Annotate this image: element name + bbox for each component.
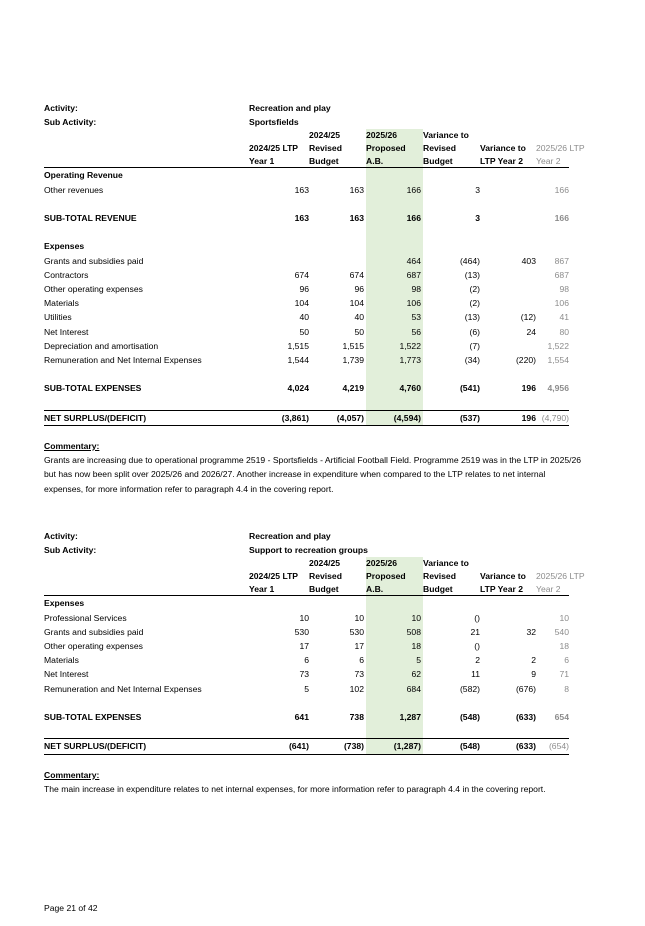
table-row — [44, 325, 569, 339]
row-label: Grants and subsidies paid — [44, 255, 144, 266]
cell-col-2: 4,219 — [342, 383, 364, 394]
column-header-4: Variance to — [423, 130, 469, 140]
cell-col-4: (13) — [464, 312, 480, 323]
cell-col-2: 17 — [354, 641, 364, 651]
cell-col-3: 53 — [366, 310, 423, 324]
table-row — [44, 183, 569, 197]
cell-col-5: 196 — [480, 410, 536, 425]
cell-col-6: 540 — [554, 626, 569, 637]
cell-col-4: (7) — [469, 340, 480, 351]
header-blank — [44, 129, 249, 142]
cell-col-3: 687 — [366, 268, 423, 282]
section-heading-row — [44, 239, 569, 253]
cell-col-6: 106 — [554, 298, 569, 309]
cell-col-4: (582) — [459, 683, 480, 694]
spacer-row — [44, 396, 569, 411]
sub-activity-row — [44, 115, 569, 129]
header-row — [44, 129, 569, 142]
cell-col-3: (4,594) — [366, 410, 423, 425]
cell-col-4: (6) — [469, 326, 480, 337]
row-label: Professional Services — [44, 612, 127, 623]
cell-col-6: 1,522 — [547, 340, 569, 351]
cell-col-5: (12) — [520, 312, 536, 323]
cell-col-3: 1,287 — [366, 710, 423, 724]
cell-col-2: 674 — [349, 269, 364, 280]
column-header-1 — [249, 129, 309, 142]
cell-col-5 — [480, 282, 536, 296]
cell-col-2: 1,515 — [342, 340, 364, 351]
column-header-6: Year 2 — [536, 583, 569, 596]
cell-col-6: 687 — [554, 269, 569, 280]
cell-col-3: 1,522 — [366, 339, 423, 353]
cell-col-1: 73 — [299, 669, 309, 680]
cell-col-3: 166 — [366, 211, 423, 225]
column-header-1 — [249, 557, 309, 570]
cell-col-1: (3,861) — [249, 410, 309, 425]
cell-col-3: 10 — [366, 611, 423, 625]
page-footer: Page 21 of 42 — [44, 903, 98, 913]
sub-activity-label: Sub Activity: — [44, 545, 97, 555]
row-label: Depreciation and amortisation — [44, 340, 159, 351]
cell-col-4: (548) — [423, 739, 480, 754]
header-row — [44, 142, 569, 155]
cell-col-1: 17 — [299, 641, 309, 651]
activity-value: Recreation and play — [249, 531, 331, 541]
column-header-2: 2024/25 — [309, 558, 341, 568]
table-row — [44, 296, 569, 310]
column-header-3: A.B. — [366, 583, 423, 596]
cell-col-5: 403 — [521, 255, 536, 266]
subtotal-row — [44, 381, 569, 395]
column-header-4: Budget — [423, 155, 480, 168]
column-header-2: Budget — [309, 155, 366, 168]
cell-col-1: 104 — [294, 298, 309, 309]
net-row — [44, 410, 569, 425]
column-header-2: Revised — [309, 142, 342, 153]
cell-col-6: 654 — [554, 712, 569, 722]
cell-col-5: (633) — [480, 739, 536, 754]
column-header-5 — [480, 129, 536, 142]
cell-col-2: (4,057) — [309, 410, 366, 425]
cell-col-4: 21 — [470, 626, 480, 637]
cell-col-3: 464 — [366, 254, 423, 268]
cell-col-2: (738) — [309, 739, 366, 754]
cell-col-1: 10 — [299, 612, 309, 623]
cell-col-4: (34) — [464, 355, 480, 365]
cell-col-1: 1,544 — [287, 355, 309, 365]
spacer-row — [44, 225, 569, 239]
header-row — [44, 155, 569, 168]
cell-col-4: (541) — [459, 383, 480, 394]
cell-col-5 — [480, 268, 536, 282]
row-label: Materials — [44, 655, 79, 666]
column-header-4: Variance to — [423, 558, 469, 568]
cell-col-4: () — [474, 641, 480, 651]
activity-value: Recreation and play — [249, 103, 331, 113]
column-header-1: 2024/25 LTP — [249, 570, 299, 581]
header-blank — [44, 583, 249, 596]
row-label: Other operating expenses — [44, 641, 143, 651]
cell-col-3: 56 — [366, 325, 423, 339]
cell-col-5: 2 — [531, 655, 536, 666]
cell-col-6: 41 — [559, 312, 569, 323]
table-row — [44, 282, 569, 296]
cell-col-1: 96 — [299, 283, 309, 294]
section-heading-row — [44, 596, 569, 611]
column-header-5 — [480, 557, 536, 570]
cell-col-4: (2) — [469, 283, 480, 294]
table-row — [44, 625, 569, 639]
cell-col-1: 40 — [299, 312, 309, 323]
cell-col-1: (641) — [249, 739, 309, 754]
section-heading-row — [44, 168, 569, 183]
section-heading: Expenses — [44, 241, 85, 252]
cell-col-4: 11 — [471, 669, 480, 680]
row-label: Remuneration and Net Internal Expenses — [44, 355, 202, 365]
cell-col-5: 9 — [531, 669, 536, 680]
cell-col-5: 32 — [526, 626, 536, 637]
cell-col-5: (676) — [515, 683, 536, 694]
column-header-2: Budget — [309, 583, 366, 596]
column-header-5: Variance to — [480, 570, 526, 581]
column-header-4: Revised — [423, 142, 456, 153]
column-header-6: Year 2 — [536, 155, 569, 168]
cell-col-2: 40 — [354, 312, 364, 323]
cell-col-3: 166 — [366, 183, 423, 197]
net-row — [44, 739, 569, 754]
column-header-3: 2025/26 — [366, 129, 423, 142]
column-header-5: Variance to — [480, 142, 526, 153]
cell-col-6: 80 — [559, 326, 569, 337]
cell-col-3: 1,773 — [366, 353, 423, 367]
cell-col-1: 163 — [294, 212, 309, 223]
table-row — [44, 639, 569, 653]
cell-col-6: 166 — [554, 184, 569, 195]
cell-col-2: 96 — [354, 283, 364, 294]
cell-col-4: (13) — [464, 269, 480, 280]
column-header-6 — [536, 557, 569, 570]
cell-col-2: 73 — [354, 669, 364, 680]
cell-col-3: (1,287) — [366, 739, 423, 754]
header-row — [44, 557, 569, 570]
cell-col-6: 166 — [554, 212, 569, 223]
column-header-1: Year 1 — [249, 583, 309, 596]
cell-col-5 — [480, 296, 536, 310]
row-label: SUB-TOTAL EXPENSES — [44, 712, 142, 722]
cell-col-6: 8 — [564, 683, 569, 694]
cell-col-6: 867 — [554, 255, 569, 266]
cell-col-1: 163 — [294, 184, 309, 195]
cell-col-4: (548) — [459, 712, 480, 722]
commentary-title: Commentary: — [44, 769, 100, 780]
commentary-title: Commentary: — [44, 440, 100, 451]
cell-col-1: 674 — [294, 269, 309, 280]
financial-table — [44, 129, 585, 426]
spacer-row — [44, 724, 569, 739]
spacer-row — [44, 197, 569, 211]
row-label: Grants and subsidies paid — [44, 626, 144, 637]
cell-col-1: 530 — [294, 626, 309, 637]
cell-col-6: 18 — [559, 641, 569, 651]
table-row — [44, 254, 569, 268]
cell-col-2: 163 — [349, 212, 364, 223]
sub-activity-row — [44, 543, 569, 557]
cell-col-1 — [249, 254, 309, 268]
sub-activity-value: Sportsfields — [249, 117, 299, 127]
cell-col-2: 50 — [354, 326, 364, 337]
cell-col-3: 684 — [366, 682, 423, 696]
cell-col-6: 4,956 — [547, 383, 569, 394]
cell-col-2: 102 — [349, 683, 364, 694]
column-header-2: Revised — [309, 570, 342, 581]
subtotal-row — [44, 211, 569, 225]
table-row — [44, 682, 569, 696]
cell-col-2: 10 — [354, 612, 364, 623]
table-row — [44, 611, 569, 625]
section-heading: Operating Revenue — [44, 170, 123, 181]
row-label: Net Interest — [44, 326, 89, 337]
cell-col-3: 4,760 — [366, 381, 423, 395]
column-header-6: 2025/26 LTP — [536, 570, 585, 581]
subtotal-row — [44, 710, 569, 724]
cell-col-5: (220) — [515, 355, 536, 365]
spacer-row — [44, 696, 569, 710]
cell-col-2: 1,739 — [342, 355, 364, 365]
column-header-1: 2024/25 LTP — [249, 142, 299, 153]
header-blank — [44, 557, 249, 570]
cell-col-4: (464) — [459, 255, 480, 266]
spacer-row — [44, 367, 569, 381]
sub-activity-value: Support to recreation groups — [249, 545, 368, 555]
column-header-6 — [536, 129, 569, 142]
cell-col-3: 18 — [366, 639, 423, 653]
row-label: Other operating expenses — [44, 283, 143, 294]
cell-col-6: 1,554 — [547, 355, 569, 365]
table-row — [44, 353, 569, 367]
cell-col-5 — [480, 639, 536, 653]
row-label: Contractors — [44, 269, 89, 280]
row-label: Net Interest — [44, 669, 89, 680]
cell-col-6: (654) — [536, 739, 569, 754]
column-header-3: Proposed — [366, 142, 423, 155]
sub-activity-label: Sub Activity: — [44, 117, 97, 127]
cell-col-5: (633) — [515, 712, 536, 722]
activity-row — [44, 529, 569, 543]
cell-col-2: 6 — [359, 655, 364, 666]
cell-col-3: 98 — [366, 282, 423, 296]
header-row — [44, 570, 569, 583]
column-header-3: 2025/26 — [366, 557, 423, 570]
table-row — [44, 310, 569, 324]
cell-col-5 — [480, 183, 536, 197]
cell-col-1: 6 — [304, 655, 309, 666]
row-label: Remuneration and Net Internal Expenses — [44, 683, 202, 694]
row-label: Materials — [44, 298, 79, 309]
row-label: Other revenues — [44, 184, 104, 195]
cell-col-3: 5 — [366, 653, 423, 667]
sportsfields-section — [44, 101, 585, 496]
cell-col-6: 6 — [564, 655, 569, 666]
cell-col-4: (537) — [423, 410, 480, 425]
cell-col-1: 1,515 — [287, 340, 309, 351]
recreation-groups-section — [44, 529, 585, 796]
cell-col-5 — [480, 611, 536, 625]
column-header-1: Year 1 — [249, 155, 309, 168]
column-header-6: 2025/26 LTP — [536, 142, 585, 153]
table-row — [44, 667, 569, 681]
column-header-2: 2024/25 — [309, 130, 341, 140]
cell-col-4: (2) — [469, 298, 480, 309]
cell-col-6: 98 — [559, 283, 569, 294]
cell-col-3: 106 — [366, 296, 423, 310]
cell-col-4: () — [474, 612, 480, 623]
cell-col-2: 163 — [349, 184, 364, 195]
row-label: Utilities — [44, 312, 72, 323]
cell-col-6: 71 — [559, 669, 569, 680]
commentary-text: Grants are increasing due to operational programme 2519 - Sportsfields - Artificial Football Field. Programme 2519 was in the LTP in 2025/26 but has now been split over 2025/26 and 2026/27. Another increase in expenditure when compared to the LTP relates to net internal expenses, for more information refer to paragraph 4.4 in the covering report. — [44, 454, 582, 494]
cell-col-5 — [480, 339, 536, 353]
column-header-4: Budget — [423, 583, 480, 596]
column-header-3: A.B. — [366, 155, 423, 168]
cell-col-5 — [480, 211, 536, 225]
activity-label: Activity: — [44, 531, 78, 541]
row-label: SUB-TOTAL REVENUE — [44, 212, 137, 223]
header-row — [44, 583, 569, 596]
cell-col-4: 3 — [475, 184, 480, 195]
row-label: SUB-TOTAL EXPENSES — [44, 383, 142, 394]
column-header-5: LTP Year 2 — [480, 155, 536, 168]
row-label: NET SURPLUS/(DEFICIT) — [44, 410, 249, 425]
cell-col-4: 2 — [475, 655, 480, 666]
cell-col-2: 738 — [349, 712, 364, 722]
cell-col-4: 3 — [475, 212, 480, 223]
financial-table — [44, 557, 585, 755]
commentary-text: The main increase in expenditure relates to net internal expenses, for more information refer to paragraph 4.4 in the covering report. — [44, 783, 546, 794]
row-label: NET SURPLUS/(DEFICIT) — [44, 739, 249, 754]
cell-col-6: 10 — [559, 612, 569, 623]
cell-col-1: 5 — [304, 683, 309, 694]
cell-col-2: 530 — [349, 626, 364, 637]
cell-col-2 — [309, 254, 366, 268]
cell-col-1: 4,024 — [287, 383, 309, 394]
header-blank — [44, 570, 249, 583]
cell-col-5: 196 — [521, 383, 536, 394]
cell-col-1: 641 — [294, 712, 309, 722]
cell-col-3: 508 — [366, 625, 423, 639]
table-row — [44, 339, 569, 353]
cell-col-1: 50 — [299, 326, 309, 337]
cell-col-2: 104 — [349, 298, 364, 309]
column-header-4: Revised — [423, 570, 456, 581]
cell-col-5: 24 — [526, 326, 536, 337]
cell-col-6: (4,790) — [536, 410, 569, 425]
cell-col-3: 62 — [366, 667, 423, 681]
activity-row — [44, 101, 569, 115]
table-row — [44, 653, 569, 667]
header-blank — [44, 155, 249, 168]
table-row — [44, 268, 569, 282]
column-header-3: Proposed — [366, 570, 423, 583]
section-heading: Expenses — [44, 598, 85, 609]
activity-label: Activity: — [44, 103, 78, 113]
header-blank — [44, 142, 249, 155]
column-header-5: LTP Year 2 — [480, 583, 536, 596]
